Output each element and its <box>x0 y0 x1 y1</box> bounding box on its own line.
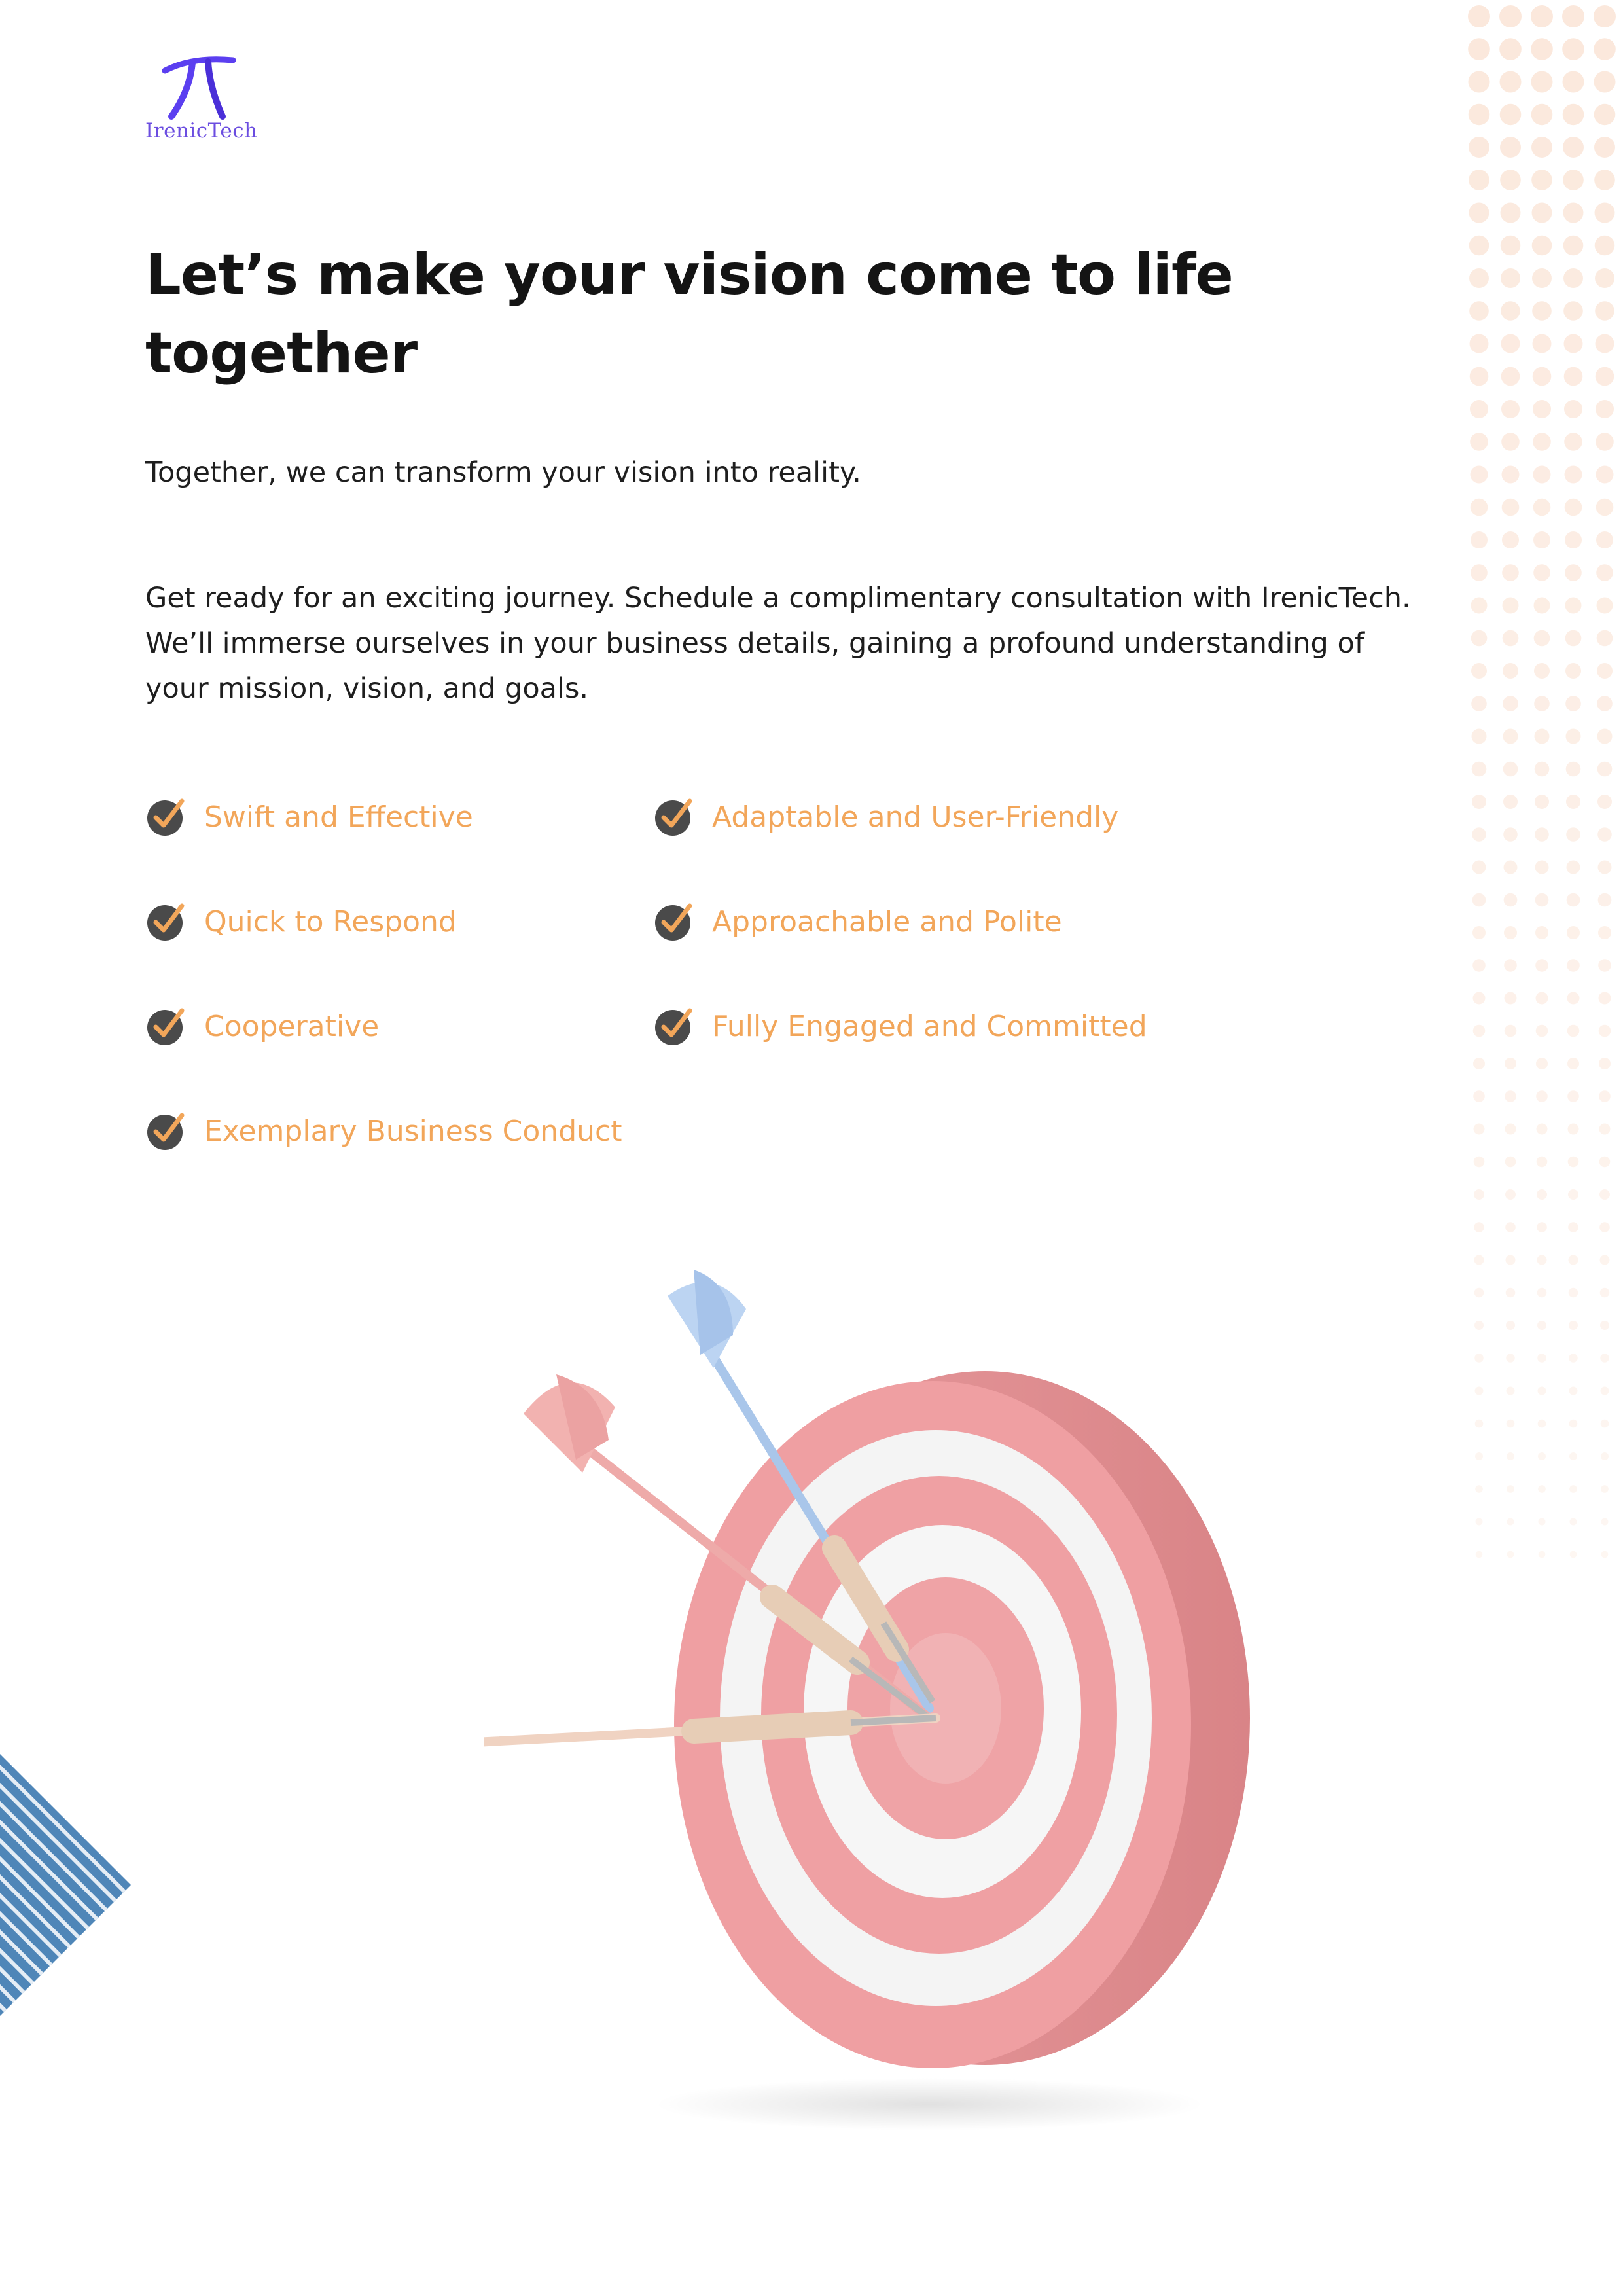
feature-label: Adaptable and User-Friendly <box>712 800 1119 834</box>
pattern-dot <box>1570 1551 1577 1558</box>
dot-pattern-decoration <box>1459 0 1623 1571</box>
pattern-dot <box>1537 1321 1546 1330</box>
pattern-dot <box>1504 861 1518 874</box>
pattern-dot <box>1600 1255 1610 1265</box>
pattern-dot <box>1503 696 1518 711</box>
pattern-dot <box>1596 564 1613 581</box>
check-badge-icon <box>145 796 187 838</box>
pattern-dot <box>1598 959 1611 972</box>
feature-item-approachable <box>653 895 1062 948</box>
pattern-dot <box>1505 1124 1516 1135</box>
pattern-dot <box>1565 531 1582 548</box>
pattern-dot <box>1539 1518 1546 1526</box>
pattern-dot <box>1569 1387 1578 1395</box>
pattern-dot <box>1502 499 1520 516</box>
pattern-dot <box>1564 400 1582 418</box>
pattern-dot <box>1471 466 1488 484</box>
pattern-dot <box>1499 5 1522 27</box>
feature-item-adaptable <box>653 791 1118 843</box>
pattern-dot <box>1565 663 1581 679</box>
pattern-dot <box>1568 1189 1578 1200</box>
pattern-dot <box>1537 1222 1547 1232</box>
pattern-dot <box>1474 1157 1485 1168</box>
brand-name: IrenicTech <box>145 119 258 143</box>
pattern-dot <box>1501 400 1520 418</box>
check-badge-icon <box>653 901 695 942</box>
pattern-dot <box>1599 1189 1610 1200</box>
pattern-dot <box>1601 1420 1609 1428</box>
pattern-dot <box>1474 1255 1484 1265</box>
feature-item-cooperative <box>145 1000 379 1052</box>
pattern-dot <box>1569 1420 1578 1428</box>
pattern-dot <box>1567 1058 1579 1069</box>
pattern-dot <box>1531 5 1553 27</box>
pattern-dot <box>1565 499 1582 516</box>
pattern-dot <box>1595 203 1615 223</box>
pattern-dot <box>1472 795 1486 809</box>
pattern-dot <box>1470 334 1489 353</box>
pattern-dot <box>1506 1255 1516 1265</box>
pattern-dot <box>1505 1222 1516 1232</box>
pattern-dot <box>1535 926 1548 939</box>
pattern-dot <box>1533 367 1552 386</box>
pattern-dot <box>1470 367 1489 386</box>
pattern-dot <box>1601 1452 1609 1460</box>
pattern-dot <box>1566 795 1580 809</box>
pattern-dot <box>1531 137 1552 158</box>
pattern-dot <box>1504 959 1517 972</box>
pattern-dot <box>1507 1485 1514 1493</box>
pattern-dot <box>1474 1288 1484 1298</box>
pattern-dot <box>1598 861 1612 874</box>
pattern-dot <box>1535 795 1549 809</box>
pattern-dot <box>1532 268 1552 288</box>
pattern-dot <box>1501 268 1520 288</box>
pattern-dot <box>1567 992 1580 1005</box>
pattern-dot <box>1566 827 1580 842</box>
feature-label: Fully Engaged and Committed <box>712 1009 1147 1043</box>
pattern-dot <box>1535 959 1548 972</box>
pattern-dot <box>1536 1058 1548 1069</box>
striped-diamond-decoration <box>0 1754 137 2016</box>
pattern-dot <box>1507 1452 1514 1460</box>
pattern-dot <box>1533 334 1552 353</box>
pattern-dot <box>1599 1090 1611 1102</box>
pattern-dot <box>1569 1452 1577 1460</box>
pattern-dot <box>1565 598 1582 614</box>
pattern-dot <box>1564 334 1583 353</box>
pattern-dot <box>1505 1058 1516 1069</box>
check-badge-icon <box>145 901 187 942</box>
pattern-dot <box>1503 795 1518 809</box>
pattern-dot <box>1594 38 1616 60</box>
pattern-dot <box>1538 1387 1546 1395</box>
pattern-dot <box>1596 499 1614 516</box>
feature-label: Cooperative <box>204 1009 380 1043</box>
feature-checklist <box>145 791 1323 1223</box>
pattern-dot <box>1594 71 1616 93</box>
pattern-dot <box>1537 1255 1547 1265</box>
pattern-dot <box>1562 38 1584 60</box>
pattern-dot <box>1534 663 1550 679</box>
pattern-dot <box>1596 433 1614 451</box>
intro-paragraph: Get ready for an exciting journey. Schedule a complimentary consultation with IrenicTech. We’ll immerse ourselves in your business details, gaining a profound understanding of your mission, vision, and goals. <box>145 582 1411 705</box>
feature-label: Approachable and Polite <box>712 905 1062 939</box>
pattern-dot <box>1504 893 1518 907</box>
lead-paragraph: Together, we can transform your vision into reality. <box>145 456 861 489</box>
pattern-dot <box>1597 598 1613 614</box>
pattern-dot <box>1536 1025 1548 1037</box>
pattern-dot <box>1476 1551 1483 1558</box>
pattern-dot <box>1532 203 1552 223</box>
pattern-dot <box>1471 598 1488 614</box>
pattern-dot <box>1475 1485 1483 1493</box>
pattern-dot <box>1567 1090 1579 1102</box>
pattern-dot <box>1473 1090 1485 1102</box>
pattern-dot <box>1599 1025 1611 1037</box>
pattern-dot <box>1597 729 1613 744</box>
pattern-dot <box>1469 104 1490 126</box>
pattern-dot <box>1564 367 1583 386</box>
pattern-dot <box>1600 1321 1609 1330</box>
pattern-dot <box>1472 893 1486 907</box>
pattern-dot <box>1596 466 1614 484</box>
pattern-dot <box>1565 564 1582 581</box>
pattern-dot <box>1473 992 1486 1005</box>
pattern-dot <box>1533 499 1551 516</box>
pattern-dot <box>1568 1157 1579 1168</box>
pattern-dot <box>1563 137 1584 158</box>
pattern-dot <box>1531 104 1553 126</box>
pattern-dot <box>1567 1025 1580 1037</box>
pattern-dot <box>1468 5 1490 27</box>
feature-item-quick <box>145 895 457 948</box>
pattern-dot <box>1472 762 1487 777</box>
pattern-dot <box>1472 861 1486 874</box>
pattern-dot <box>1505 1157 1516 1168</box>
pattern-dot <box>1535 762 1550 777</box>
pattern-dot <box>1595 301 1614 321</box>
pattern-dot <box>1563 301 1583 321</box>
pattern-dot <box>1562 5 1584 27</box>
pattern-dot <box>1566 762 1581 777</box>
pattern-dot <box>1501 334 1520 353</box>
pattern-dot <box>1472 729 1487 744</box>
pattern-dot <box>1567 926 1580 939</box>
pattern-dot <box>1536 992 1548 1005</box>
pattern-dot <box>1475 1387 1484 1395</box>
pattern-dot <box>1501 367 1520 386</box>
pattern-dot <box>1597 827 1612 842</box>
pattern-dot <box>1469 170 1489 190</box>
pattern-dot <box>1563 268 1583 288</box>
pattern-dot <box>1600 1288 1610 1298</box>
pattern-dot <box>1503 598 1519 614</box>
pattern-dot <box>1506 1321 1515 1330</box>
pattern-dot <box>1471 564 1488 581</box>
pattern-dot <box>1538 1452 1546 1460</box>
pattern-dot <box>1470 400 1488 418</box>
pattern-dot <box>1469 301 1489 321</box>
pattern-dot <box>1474 1124 1485 1135</box>
pattern-dot <box>1505 1090 1516 1102</box>
feature-label: Swift and Effective <box>204 800 473 834</box>
pattern-dot <box>1472 926 1486 939</box>
pattern-dot <box>1565 630 1582 647</box>
pattern-dot <box>1538 1420 1546 1428</box>
pattern-dot <box>1537 1157 1548 1168</box>
pattern-dot <box>1468 38 1490 60</box>
pattern-dot <box>1500 137 1521 158</box>
pattern-dot <box>1503 827 1518 842</box>
pattern-dot <box>1502 531 1519 548</box>
pattern-dot <box>1567 959 1580 972</box>
pattern-dot <box>1565 696 1581 711</box>
pattern-dot <box>1507 1420 1515 1428</box>
pattern-dot <box>1500 170 1521 190</box>
pattern-dot <box>1533 433 1551 451</box>
pattern-dot <box>1595 268 1614 288</box>
feature-label: Exemplary Business Conduct <box>204 1114 622 1148</box>
pattern-dot <box>1469 71 1490 93</box>
pattern-dot <box>1476 1518 1483 1526</box>
pattern-dot <box>1538 1485 1546 1493</box>
pattern-dot <box>1597 696 1613 711</box>
diamond-stripe <box>0 1754 137 1771</box>
pattern-dot <box>1600 1354 1609 1363</box>
pattern-dot <box>1597 795 1612 809</box>
pattern-dot <box>1503 762 1518 777</box>
pattern-dot <box>1567 861 1580 874</box>
pattern-dot <box>1505 992 1517 1005</box>
pattern-dot <box>1598 893 1612 907</box>
pattern-dot <box>1505 1025 1517 1037</box>
pattern-dot <box>1471 696 1487 711</box>
pattern-dot <box>1504 926 1517 939</box>
pattern-dot <box>1534 598 1550 614</box>
pattern-dot <box>1596 334 1614 353</box>
pattern-dot <box>1474 1189 1484 1200</box>
pattern-dot <box>1569 1485 1577 1493</box>
pattern-dot <box>1599 992 1611 1005</box>
pattern-dot <box>1597 663 1613 679</box>
pattern-dot <box>1535 729 1550 744</box>
pattern-dot <box>1537 1189 1547 1200</box>
pattern-dot <box>1535 827 1549 842</box>
brand-logo <box>145 47 257 145</box>
pattern-dot <box>1596 531 1613 548</box>
pattern-dot <box>1597 630 1613 647</box>
feature-item-swift <box>145 791 473 843</box>
pattern-dot <box>1601 1518 1609 1526</box>
pattern-dot <box>1535 893 1549 907</box>
pattern-dot <box>1472 959 1486 972</box>
pattern-dot <box>1601 1485 1609 1493</box>
pattern-dot <box>1537 1354 1546 1363</box>
pattern-dot <box>1536 1090 1548 1102</box>
pattern-dot <box>1569 1288 1578 1298</box>
pattern-dot <box>1566 729 1581 744</box>
pattern-dot <box>1501 203 1521 223</box>
feature-label: Quick to Respond <box>204 905 457 939</box>
pattern-dot <box>1507 1551 1514 1558</box>
pattern-dot <box>1500 104 1522 126</box>
pattern-dot <box>1474 1321 1484 1330</box>
pattern-dot <box>1569 1321 1578 1330</box>
pattern-dot <box>1563 236 1584 256</box>
check-badge-icon <box>653 796 695 838</box>
pattern-dot <box>1469 236 1489 256</box>
pattern-dot <box>1470 433 1488 451</box>
pattern-dot <box>1534 696 1550 711</box>
pattern-dot <box>1595 236 1615 256</box>
pattern-dot <box>1564 433 1582 451</box>
pattern-dot <box>1598 926 1611 939</box>
pattern-dot <box>1531 170 1552 190</box>
pattern-dot <box>1506 1288 1516 1298</box>
check-badge-icon <box>145 1110 187 1152</box>
pattern-dot <box>1567 893 1580 907</box>
pattern-dot <box>1469 203 1489 223</box>
pattern-dot <box>1539 1551 1546 1558</box>
pattern-dot <box>1533 466 1551 484</box>
pattern-dot <box>1569 1354 1578 1363</box>
pattern-dot <box>1537 1288 1547 1298</box>
pattern-dot <box>1568 1222 1578 1232</box>
pattern-dot <box>1570 1518 1577 1526</box>
dartboard-illustration <box>484 1257 1400 2173</box>
pattern-dot <box>1594 5 1616 27</box>
pattern-dot <box>1471 499 1488 516</box>
pattern-dot <box>1469 137 1489 158</box>
pattern-dot <box>1469 268 1489 288</box>
pattern-dot <box>1532 236 1552 256</box>
pattern-dot <box>1533 531 1550 548</box>
pattern-dot <box>1533 564 1550 581</box>
pattern-dot <box>1563 104 1584 126</box>
pattern-dot <box>1594 137 1615 158</box>
pattern-dot <box>1502 466 1520 484</box>
pattern-dot <box>1503 729 1518 744</box>
pattern-dot <box>1563 71 1584 93</box>
diamond-stripe <box>0 2011 137 2016</box>
pattern-dot <box>1503 630 1519 647</box>
pattern-dot <box>1501 236 1521 256</box>
pattern-dot <box>1474 1222 1484 1232</box>
feature-item-conduct <box>145 1105 622 1157</box>
pattern-dot <box>1601 1551 1609 1558</box>
pattern-dot <box>1534 630 1550 647</box>
pattern-dot <box>1537 1124 1548 1135</box>
pattern-dot <box>1502 564 1519 581</box>
pattern-dot <box>1501 433 1520 451</box>
page-headline: Let’s make your vision come to life together <box>145 242 1233 386</box>
diamond-stripe <box>0 1992 137 2016</box>
pattern-dot <box>1535 861 1549 874</box>
feature-item-engaged <box>653 1000 1147 1052</box>
pattern-dot <box>1474 1354 1484 1363</box>
pattern-dot <box>1597 762 1613 777</box>
pattern-dot <box>1475 1420 1484 1428</box>
pattern-dot <box>1594 104 1616 126</box>
pattern-dot <box>1599 1124 1611 1135</box>
pattern-dot <box>1563 203 1584 223</box>
pattern-dot <box>1563 170 1584 190</box>
pattern-dot <box>1471 663 1487 679</box>
pattern-dot <box>1565 466 1582 484</box>
pattern-dot <box>1500 71 1522 93</box>
pattern-dot <box>1533 400 1551 418</box>
pattern-dot <box>1599 1222 1610 1232</box>
pattern-dot <box>1596 400 1614 418</box>
pattern-dot <box>1499 38 1522 60</box>
pattern-dot <box>1568 1124 1579 1135</box>
pattern-dot <box>1531 71 1553 93</box>
pattern-dot <box>1473 1058 1485 1069</box>
pattern-dot <box>1475 1452 1483 1460</box>
pattern-dot <box>1471 630 1488 647</box>
pattern-dot <box>1532 301 1552 321</box>
pattern-dot <box>1601 1387 1609 1395</box>
pattern-dot <box>1599 1157 1611 1168</box>
pattern-dot <box>1501 301 1520 321</box>
pattern-dot <box>1599 1058 1611 1069</box>
pattern-dot <box>1471 531 1488 548</box>
check-badge-icon <box>653 1005 695 1047</box>
irenictech-logo-icon <box>160 51 238 123</box>
pattern-dot <box>1596 367 1614 386</box>
pattern-dot <box>1569 1255 1578 1265</box>
pattern-dot <box>1472 827 1486 842</box>
pattern-dot <box>1473 1025 1486 1037</box>
pattern-dot <box>1507 1518 1514 1526</box>
pattern-dot <box>1506 1354 1515 1363</box>
pattern-dot <box>1531 38 1553 60</box>
pattern-dot <box>1505 1189 1516 1200</box>
pattern-dot <box>1594 170 1615 190</box>
pattern-dot <box>1503 663 1518 679</box>
check-badge-icon <box>145 1005 187 1047</box>
pattern-dot <box>1507 1387 1515 1395</box>
